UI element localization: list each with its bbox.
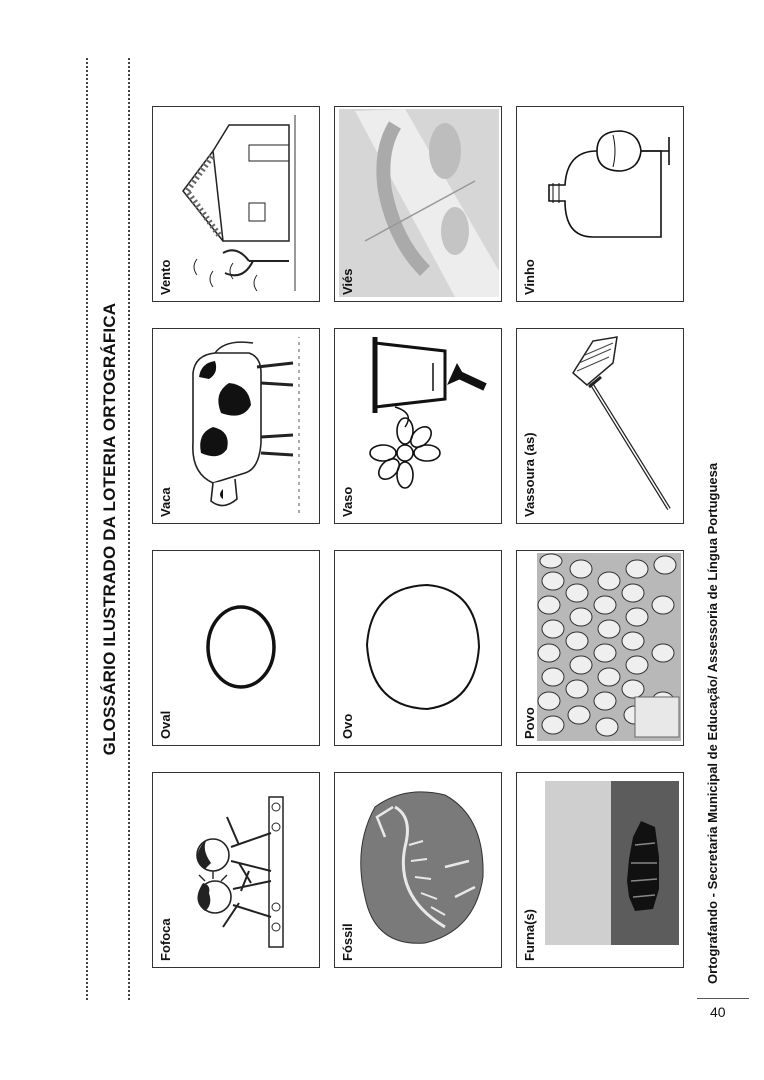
egg-icon xyxy=(335,549,503,745)
crowd-icon xyxy=(517,549,685,745)
card-fofoca xyxy=(152,772,320,968)
title-dotted-rule xyxy=(128,58,130,1000)
card-ovo xyxy=(334,550,502,746)
card-label: Viés xyxy=(340,268,355,295)
card-vies xyxy=(334,106,502,302)
card-label: Vassoura (as) xyxy=(522,432,537,517)
bias-tape-icon xyxy=(335,105,503,301)
card-vaso xyxy=(334,328,502,524)
page-number: 40 xyxy=(710,1004,726,1020)
card-label: Fóssil xyxy=(340,923,355,961)
cave-icon xyxy=(517,771,685,967)
page-title: GLOSSÁRIO ILUSTRADO DA LOTERIA ORTOGRÁFICA xyxy=(100,302,119,756)
cow-icon xyxy=(153,327,321,523)
page-number-rule xyxy=(697,998,749,999)
card-label: Ovo xyxy=(340,713,355,739)
card-label: Vento xyxy=(158,259,173,295)
card-povo xyxy=(516,550,684,746)
footer-credit: Ortografando - Secretaria Municipal de Educação/ Assessoria de Língua Portuguesa xyxy=(705,462,720,984)
card-label: Oval xyxy=(158,710,173,739)
card-furna xyxy=(516,772,684,968)
wind-icon xyxy=(153,105,321,301)
card-vassoura xyxy=(516,328,684,524)
fossil-icon xyxy=(335,771,503,967)
card-label: Povo xyxy=(522,707,537,739)
oval-icon xyxy=(153,549,321,745)
card-label: Vinho xyxy=(522,259,537,295)
card-vento xyxy=(152,106,320,302)
top-dotted-rule xyxy=(86,58,88,1000)
broom-icon xyxy=(517,327,685,523)
card-label: Furna(s) xyxy=(522,909,537,961)
flower-pot-icon xyxy=(335,327,503,523)
gossiping-people-icon xyxy=(153,771,321,967)
card-vinho xyxy=(516,106,684,302)
card-label: Fofoca xyxy=(158,918,173,961)
card-label: Vaca xyxy=(158,487,173,517)
card-vaca xyxy=(152,328,320,524)
wine-icon xyxy=(517,105,685,301)
card-oval xyxy=(152,550,320,746)
card-label: Vaso xyxy=(340,486,355,517)
card-fossil xyxy=(334,772,502,968)
